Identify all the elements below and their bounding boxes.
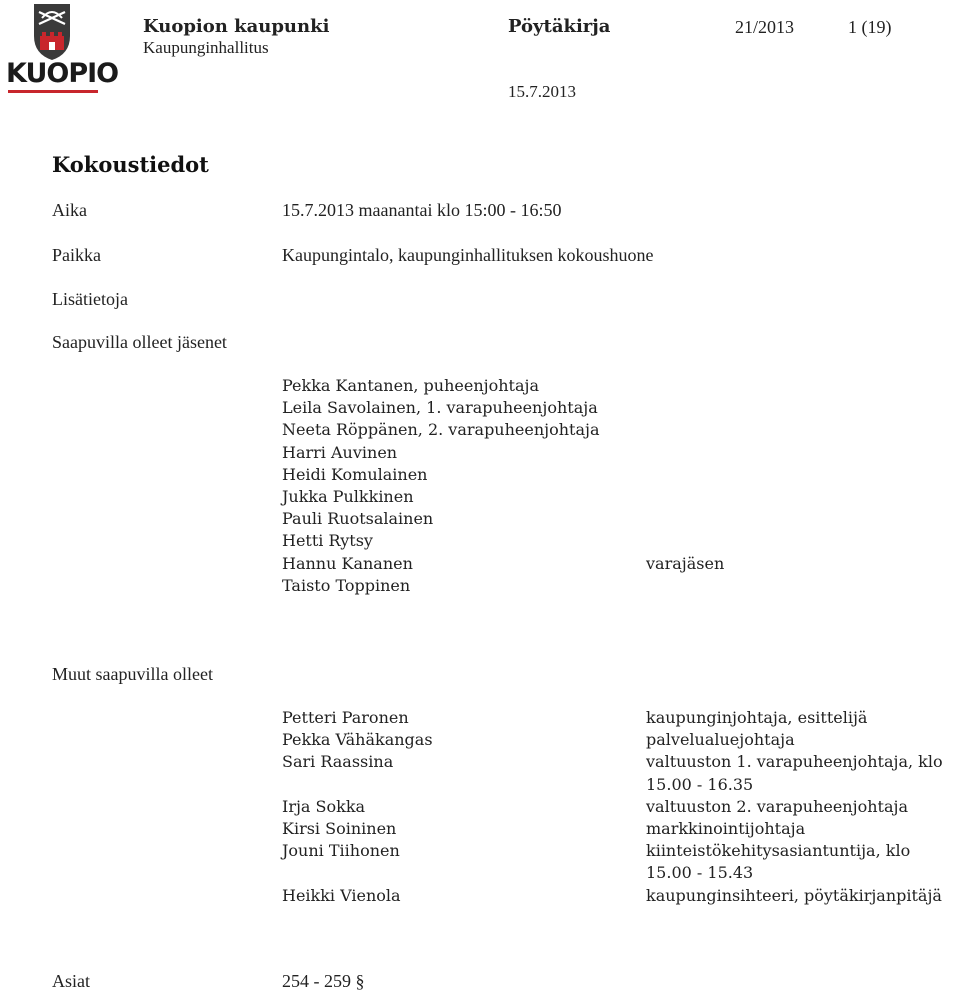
person-role: markkinointijohtaja — [646, 819, 806, 839]
others-roles — [646, 707, 943, 907]
person-name: Petteri Paronen — [282, 708, 409, 727]
list-item: Jukka Pulkkinen — [282, 487, 414, 507]
list-item: Hetti Rytsy — [282, 531, 373, 551]
person-role: 15.00 - 16.35 — [646, 774, 754, 794]
items-label: Asiat — [52, 971, 90, 991]
others-names — [282, 707, 433, 907]
list-item: Harri Auvinen — [282, 442, 398, 462]
kuopio-logo — [4, 2, 119, 94]
list-item: Pauli Ruotsalainen — [282, 509, 434, 529]
document-type: Pöytäkirja — [508, 16, 611, 37]
person-name: Kirsi Soininen — [282, 819, 397, 838]
extra-info-label: Lisätietoja — [52, 289, 128, 309]
items-value: 254 - 259 § — [282, 971, 365, 991]
others-label: Muut saapuvilla olleet — [52, 664, 213, 684]
members-label: Saapuvilla olleet jäsenet — [52, 332, 227, 352]
list-item: Heidi Komulainen — [282, 464, 428, 484]
person-name: Heikki Vienola — [282, 885, 401, 905]
coat-of-arms-icon — [4, 2, 100, 64]
person-role: palvelualuejohtaja — [646, 730, 795, 750]
place-label: Paikka — [52, 245, 101, 265]
logo-underline — [8, 90, 98, 93]
department-name: Kaupunginhallitus — [143, 38, 269, 57]
document-number: 21/2013 — [735, 17, 795, 37]
member-role-note: varajäsen — [646, 554, 725, 573]
person-name: Pekka Vähäkangas — [282, 730, 433, 750]
person-role: kiinteistökehitysasiantuntija, klo — [646, 841, 911, 861]
time-label: Aika — [52, 200, 87, 220]
list-item: Taisto Toppinen — [282, 575, 411, 595]
list-item: Pekka Kantanen, puheenjohtaja — [282, 376, 540, 395]
person-role: valtuuston 2. varapuheenjohtaja — [646, 796, 908, 816]
logo-text: KUOPIO — [6, 58, 119, 89]
list-item: Leila Savolainen, 1. varapuheenjohtaja — [282, 398, 598, 418]
person-name: Sari Raassina — [282, 752, 394, 772]
page-number: 1 (19) — [848, 17, 892, 37]
list-item: Hannu Kananen — [282, 553, 413, 573]
person-name: Irja Sokka — [282, 796, 366, 816]
document-date: 15.7.2013 — [508, 82, 576, 101]
time-value: 15.7.2013 maanantai klo 15:00 - 16:50 — [282, 200, 562, 220]
list-item: Neeta Röppänen, 2. varapuheenjohtaja — [282, 420, 600, 440]
person-role: 15.00 - 15.43 — [646, 863, 754, 883]
person-role: kaupunginsihteeri, pöytäkirjanpitäjä — [646, 885, 942, 905]
page-title: Kokoustiedot — [52, 152, 209, 177]
person-role: kaupunginjohtaja, esittelijä — [646, 708, 868, 727]
org-name: Kuopion kaupunki — [143, 16, 330, 37]
person-name: Jouni Tiihonen — [282, 841, 400, 861]
person-role: valtuuston 1. varapuheenjohtaja, klo — [646, 752, 943, 772]
place-value: Kaupungintalo, kaupunginhallituksen kokoushuone — [282, 245, 654, 265]
members-list — [282, 375, 600, 597]
